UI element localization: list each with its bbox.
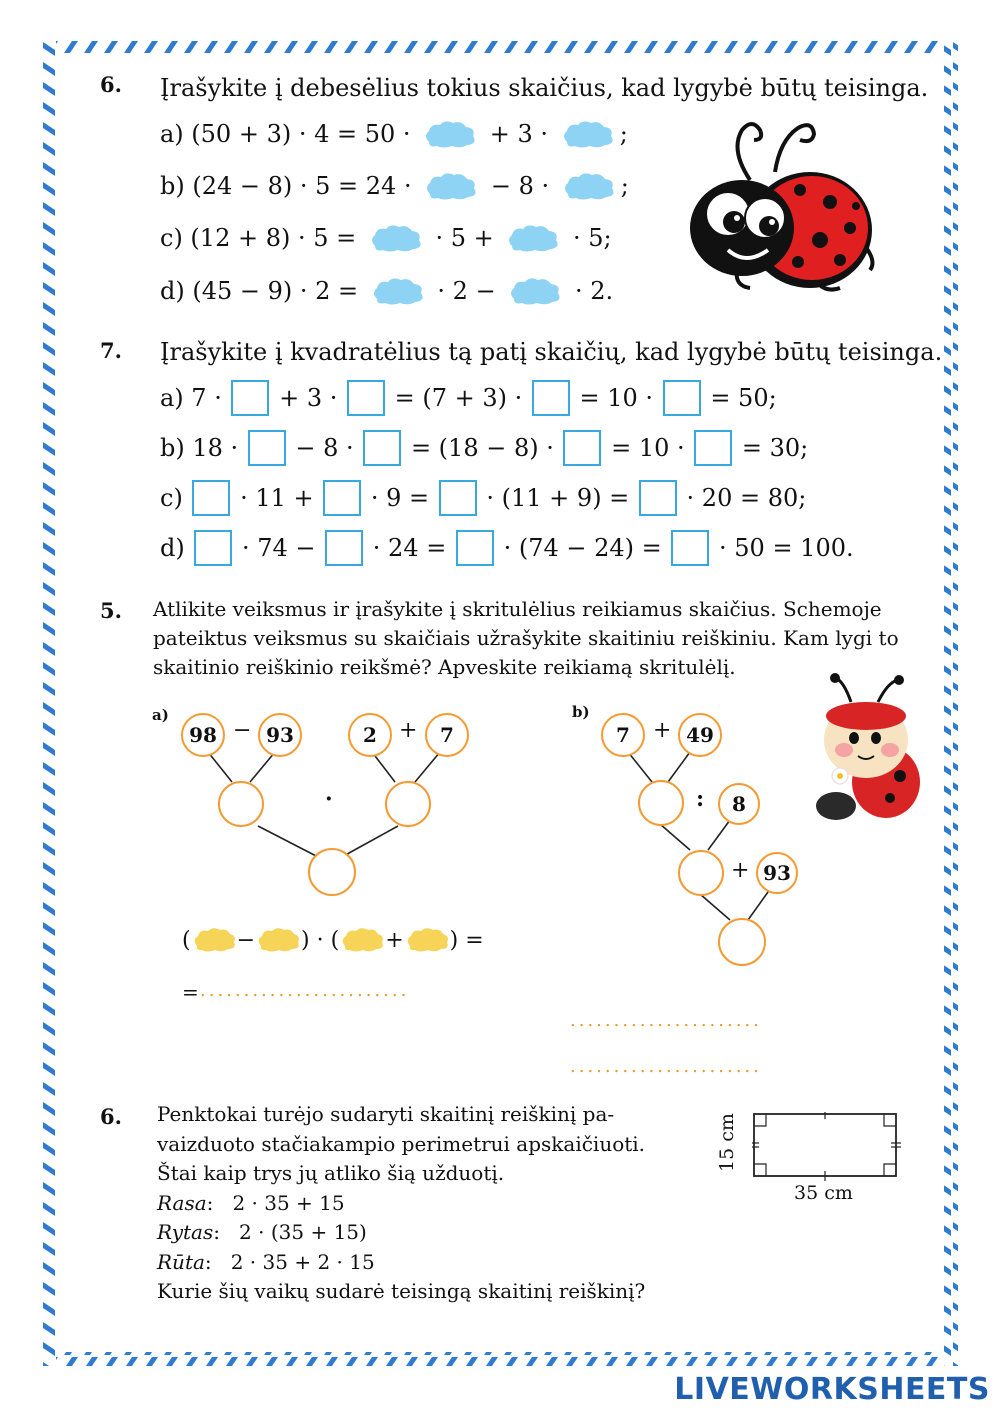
exercise-6-number: 6.	[100, 72, 122, 97]
row-text: = 50;	[702, 384, 777, 412]
row-text: + 3 ·	[482, 120, 556, 148]
row-text: ) · (	[301, 927, 340, 953]
row-text: ;	[620, 172, 629, 200]
question-line: Kurie šių vaikų sudarė teisingą skaitinį reiškinį?	[157, 1279, 646, 1303]
text-line: vaizduoto stačiakampio perimetrui apskaičiuoti.	[157, 1131, 646, 1156]
row-text: +	[385, 927, 404, 953]
row-text: · 5;	[565, 224, 612, 252]
given-circle: 7	[425, 713, 469, 757]
exercise-5-number: 5.	[100, 598, 122, 623]
row-text: − 8 ·	[287, 434, 362, 462]
answer-circle[interactable]	[678, 850, 724, 896]
row-text: − 8 ·	[483, 172, 557, 200]
answer-line[interactable]: ........................	[200, 980, 410, 1001]
row-text: · 9 =	[363, 484, 437, 512]
answer-circle[interactable]	[638, 780, 684, 826]
row-text: · (74 − 24) =	[495, 534, 670, 562]
expression-line	[182, 926, 484, 954]
row-text: d)	[160, 534, 193, 562]
row-text: · 50 = 100.	[711, 534, 854, 562]
row-text: = 10 ·	[571, 384, 661, 412]
exercise-7-number: 7.	[100, 338, 122, 363]
row-text: a) 7 ·	[160, 384, 230, 412]
row-text: ;	[619, 120, 628, 148]
row-text: · 2 −	[429, 277, 504, 305]
text-line: pateiktus veiksmus su skaičiais užrašykite skaitiniu reiškiniu. Kam lygi to	[153, 626, 899, 650]
operator: :	[696, 786, 705, 812]
yellow-cloud-input[interactable]	[255, 926, 301, 954]
row-text: c)	[160, 484, 191, 512]
row-text: = 10 ·	[603, 434, 693, 462]
row-text: b) 18 ·	[160, 434, 246, 462]
student-expression: 2 · 35 + 2 · 15	[230, 1249, 375, 1274]
operator: −	[233, 718, 252, 743]
text-line: Štai kaip trys jų atliko šią užduotį.	[157, 1161, 505, 1185]
exercise-6-title: Įrašykite į debesėlius tokius skaičius, kad lygybė būtų teisinga.	[160, 74, 929, 102]
yellow-cloud-input[interactable]	[191, 926, 237, 954]
given-circle: 98	[181, 713, 225, 757]
answer-circle[interactable]	[308, 848, 356, 896]
row-text: c) (12 + 8) · 5 =	[160, 224, 364, 252]
operator: +	[731, 858, 750, 883]
student-line: Rūta: 2 · 35 + 2 · 15	[157, 1249, 375, 1274]
given-circle: 93	[756, 852, 798, 894]
text-line: skaitinio reiškinio reikšmė? Apveskite reikiamą skritulėlį.	[153, 655, 736, 679]
row-text: = (18 − 8) ·	[403, 434, 562, 462]
given-circle: 2	[348, 713, 392, 757]
side-length-label: 15 cm	[716, 1113, 738, 1172]
operator: ·	[325, 786, 333, 812]
row-text: (	[182, 927, 191, 953]
student-name: Rūta	[157, 1249, 205, 1274]
answer-line[interactable]: ......................	[570, 1056, 762, 1077]
given-circle: 93	[258, 713, 302, 757]
answer-circle[interactable]	[385, 781, 431, 827]
row-text: · 2.	[567, 277, 614, 305]
given-circle: 49	[678, 713, 722, 757]
student-line: Rasa: 2 · 35 + 15	[157, 1190, 345, 1215]
operator: +	[653, 718, 672, 743]
student-name: Rytas	[157, 1220, 214, 1244]
row-text: · 5 +	[427, 224, 502, 252]
row-text: ) =	[449, 927, 484, 953]
row-text: · (11 + 9) =	[478, 484, 637, 512]
part-a-label: a)	[152, 706, 169, 724]
bottom-length-label: 35 cm	[794, 1182, 853, 1204]
liveworksheets-logo: LIVEWORKSHEETS	[674, 1372, 990, 1407]
text-line: Penktokai turėjo sudaryti skaitinį reiškinį pa-	[157, 1102, 615, 1126]
exercise-6b-text	[157, 1100, 717, 1307]
row-text: a) (50 + 3) · 4 = 50 ·	[160, 120, 419, 148]
answer-line[interactable]: ......................	[570, 1010, 762, 1031]
exercise-7-title: Įrašykite į kvadratėlius tą patį skaičių, kad lygybė būtų teisinga.	[160, 338, 943, 366]
part-b-label: b)	[572, 703, 590, 721]
answer-circle[interactable]	[718, 918, 766, 966]
answer-circle[interactable]	[218, 781, 264, 827]
exercise-6b-number: 6.	[100, 1104, 122, 1129]
row-text: · 20 = 80;	[678, 484, 807, 512]
row-text: −	[236, 927, 256, 953]
student-name: Rasa	[157, 1190, 207, 1215]
row-text: d) (45 − 9) · 2 =	[160, 277, 366, 305]
row-text: · 24 =	[365, 534, 454, 562]
row-text: = 30;	[734, 434, 809, 462]
student-expression: 2 · 35 + 15	[232, 1190, 345, 1215]
given-circle: 8	[718, 783, 760, 825]
answer-prefix: =	[182, 980, 199, 1004]
row-text: b) (24 − 8) · 5 = 24 ·	[160, 172, 420, 200]
student-line: Rytas: 2 · (35 + 15)	[157, 1220, 367, 1244]
row-text: · 74 −	[234, 534, 324, 562]
yellow-cloud-input[interactable]	[404, 926, 450, 954]
given-circle: 7	[601, 713, 645, 757]
operator: +	[399, 718, 418, 743]
row-text: = (7 + 3) ·	[387, 384, 530, 412]
text-line: Atlikite veiksmus ir įrašykite į skritulėlius reikiamus skaičius. Schemoje	[153, 597, 882, 621]
rectangle-diagram	[752, 1112, 902, 1182]
student-expression: 2 · (35 + 15)	[239, 1220, 367, 1244]
yellow-cloud-input[interactable]	[339, 926, 385, 954]
row-text: · 11 +	[232, 484, 322, 512]
row-text: + 3 ·	[271, 384, 345, 412]
plush-ladybug-illustration	[806, 672, 924, 832]
